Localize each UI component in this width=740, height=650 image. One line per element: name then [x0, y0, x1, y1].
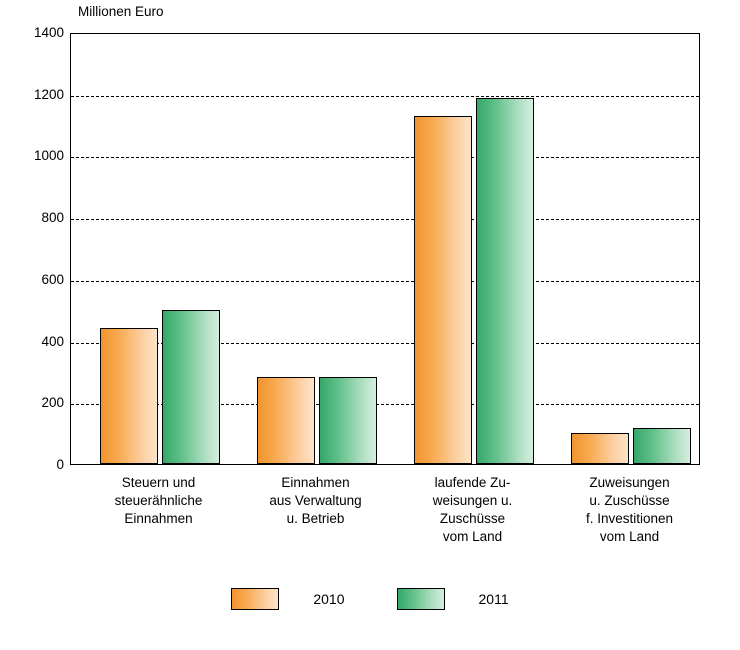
bar-group [100, 34, 220, 464]
category-label-line: u. Betrieb [286, 511, 345, 526]
category-label-line: Zuweisungen [589, 475, 670, 490]
category-label-line: Zuschüsse [439, 511, 506, 526]
category-label-line: Einnahmen [281, 475, 350, 490]
category-label-line: steuerähnliche [114, 493, 203, 508]
bar-group [571, 34, 691, 464]
bar-2010-laufende [414, 116, 472, 464]
y-tick-label: 800 [41, 210, 64, 226]
category-label-line: laufende Zu- [434, 475, 511, 490]
bar-group [414, 34, 534, 464]
chart-legend [0, 588, 740, 610]
y-tick-label: 200 [41, 395, 64, 411]
y-axis-tick-labels [0, 25, 64, 472]
legend-swatch-2011 [397, 588, 445, 610]
legend-swatch-2010 [231, 588, 279, 610]
category-label-line: f. Investitionen [585, 511, 674, 526]
y-tick-label: 600 [41, 271, 64, 287]
category-label-laufende [385, 474, 560, 546]
category-label-verwaltung [228, 474, 403, 528]
y-tick-label: 1400 [33, 25, 64, 40]
x-axis-category-labels [70, 474, 700, 564]
bar-2010-verwaltung [257, 377, 315, 464]
legend-entry-2011 [397, 588, 509, 610]
category-label-line: vom Land [442, 529, 503, 544]
category-label-line: weisungen u. [432, 493, 513, 508]
bar-2011-investitionen [633, 428, 691, 464]
category-label-line: u. Zuschüsse [589, 493, 670, 508]
bar-group [257, 34, 377, 464]
legend-entry-2010 [231, 588, 344, 610]
category-label-line: vom Land [599, 529, 660, 544]
category-label-investitionen [542, 474, 717, 546]
legend-label-2010: 2010 [313, 591, 345, 607]
plot-area [70, 33, 700, 465]
y-tick-label: 0 [56, 457, 64, 472]
y-tick-label: 1200 [33, 86, 64, 102]
y-axis-unit-label: Millionen Euro [78, 4, 164, 19]
y-tick-label: 400 [41, 333, 64, 349]
bar-2011-steuern [162, 310, 220, 464]
category-label-steuern [71, 474, 246, 528]
category-label-line: aus Verwaltung [269, 493, 362, 508]
category-label-line: Einnahmen [124, 511, 193, 526]
bar-2011-laufende [476, 98, 534, 464]
y-tick-label: 1000 [33, 148, 64, 164]
legend-label-2011: 2011 [478, 591, 509, 607]
bar-2010-steuern [100, 328, 158, 464]
bar-2010-investitionen [571, 433, 629, 464]
bar-2011-verwaltung [319, 377, 377, 464]
category-label-line: Steuern und [121, 475, 196, 490]
